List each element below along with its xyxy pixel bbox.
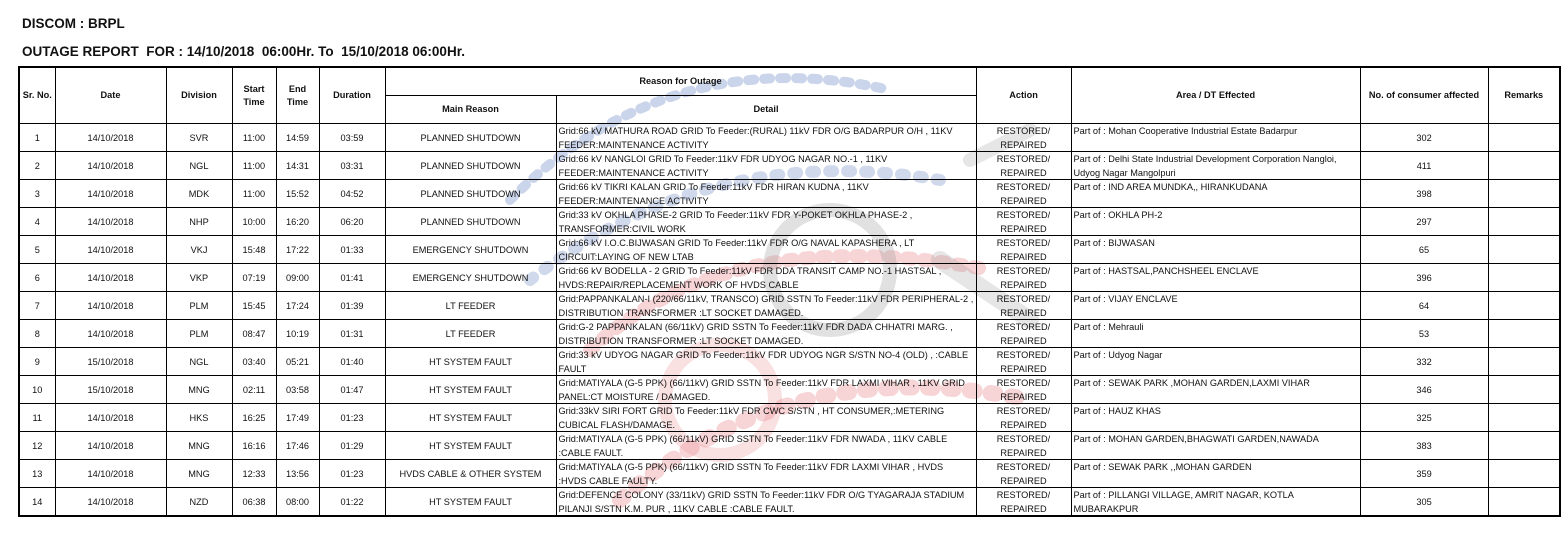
cell-start-time: 15:48 (232, 236, 276, 264)
table-row (19, 404, 1560, 432)
cell-remarks (1488, 404, 1560, 432)
cell-area-text: Part of : Mehrauli (1073, 322, 1144, 332)
cell-duration: 01:40 (319, 348, 385, 376)
cell-action (976, 292, 1071, 320)
cell-sr-no: 3 (19, 180, 55, 208)
cell-remarks (1488, 376, 1560, 404)
cell-sr-no: 1 (19, 124, 55, 152)
cell-area (1071, 320, 1360, 348)
cell-detail (556, 208, 976, 236)
header-date: Date (55, 67, 166, 124)
cell-action (976, 208, 1071, 236)
cell-end-time: 17:24 (276, 292, 319, 320)
cell-duration: 01:23 (319, 404, 385, 432)
cell-sr-no: 13 (19, 460, 55, 488)
cell-area-text: Part of : HAUZ KHAS (1073, 406, 1161, 416)
header-main-reason: Main Reason (385, 96, 556, 124)
cell-end-time: 14:59 (276, 124, 319, 152)
cell-area (1071, 124, 1360, 152)
cell-area (1071, 208, 1360, 236)
cell-date: 14/10/2018 (55, 292, 166, 320)
cell-sr-no: 2 (19, 152, 55, 180)
cell-duration: 01:31 (319, 320, 385, 348)
cell-start-time: 11:00 (232, 180, 276, 208)
cell-detail (556, 264, 976, 292)
cell-main-reason: LT FEEDER (385, 320, 556, 348)
cell-area (1071, 152, 1360, 180)
cell-start-time: 12:33 (232, 460, 276, 488)
cell-date: 14/10/2018 (55, 460, 166, 488)
cell-area-text: Part of : SEWAK PARK ,,MOHAN GARDEN (1073, 462, 1252, 472)
cell-date: 15/10/2018 (55, 376, 166, 404)
header-sr-no: Sr. No. (19, 67, 55, 124)
cell-detail-text: Grid:33 kV UDYOG NAGAR GRID To Feeder:11kV FDR UDYOG NGR S/STN NO-4 (OLD) , :CABLE FAULT (558, 350, 969, 374)
cell-detail (556, 376, 976, 404)
cell-end-time: 14:31 (276, 152, 319, 180)
cell-division: NGL (166, 152, 232, 180)
cell-end-time: 05:21 (276, 348, 319, 376)
cell-sr-no: 9 (19, 348, 55, 376)
cell-end-time: 10:19 (276, 320, 319, 348)
cell-detail (556, 180, 976, 208)
cell-area (1071, 460, 1360, 488)
cell-sr-no: 11 (19, 404, 55, 432)
cell-detail-text: Grid:66 kV I.O.C.BIJWASAN GRID To Feeder:11kV FDR O/G NAVAL KAPASHERA , LT CIRCUIT:LAYING OF NEW LTAB (558, 238, 915, 262)
cell-remarks (1488, 432, 1560, 460)
cell-area-text: Part of : SEWAK PARK ,MOHAN GARDEN,LAXMI VIHAR (1073, 378, 1310, 388)
cell-end-time: 15:52 (276, 180, 319, 208)
cell-start-time: 08:47 (232, 320, 276, 348)
cell-date: 14/10/2018 (55, 264, 166, 292)
cell-sr-no: 6 (19, 264, 55, 292)
cell-action-text: RESTORED/ REPAIRED (996, 462, 1051, 486)
cell-action-text: RESTORED/ REPAIRED (996, 434, 1051, 458)
cell-area (1071, 292, 1360, 320)
table-row (19, 124, 1560, 152)
cell-remarks (1488, 264, 1560, 292)
cell-consumers: 383 (1360, 432, 1488, 460)
cell-detail-text: Grid:G-2 PAPPANKALAN (66/11kV) GRID SSTN To Feeder:11kV FDR DADA CHHATRI MARG. , DISTRIBUTION TRANSFORMER :LT SOCKET DAMAGED. (558, 322, 953, 346)
cell-start-time: 02:11 (232, 376, 276, 404)
cell-main-reason: PLANNED SHUTDOWN (385, 124, 556, 152)
cell-detail (556, 432, 976, 460)
cell-start-time: 03:40 (232, 348, 276, 376)
table-row (19, 152, 1560, 180)
cell-duration: 01:22 (319, 488, 385, 517)
cell-area (1071, 376, 1360, 404)
cell-detail (556, 124, 976, 152)
cell-duration: 03:31 (319, 152, 385, 180)
cell-division: VKP (166, 264, 232, 292)
table-row (19, 460, 1560, 488)
cell-consumers: 398 (1360, 180, 1488, 208)
cell-action (976, 376, 1071, 404)
header-detail: Detail (556, 96, 976, 124)
cell-start-time: 06:38 (232, 488, 276, 517)
cell-date: 14/10/2018 (55, 124, 166, 152)
cell-area-text: Part of : HASTSAL,PANCHSHEEL ENCLAVE (1073, 266, 1259, 276)
cell-start-time: 11:00 (232, 152, 276, 180)
cell-action (976, 320, 1071, 348)
cell-consumers: 325 (1360, 404, 1488, 432)
cell-date: 14/10/2018 (55, 320, 166, 348)
cell-action-text: RESTORED/ REPAIRED (996, 154, 1051, 178)
header-duration: Duration (319, 67, 385, 124)
cell-division: VKJ (166, 236, 232, 264)
header-remarks: Remarks (1488, 67, 1560, 124)
cell-duration: 01:39 (319, 292, 385, 320)
cell-division: SVR (166, 124, 232, 152)
cell-detail (556, 348, 976, 376)
table-row (19, 320, 1560, 348)
cell-area-text: Part of : BIJWASAN (1073, 238, 1155, 248)
cell-detail (556, 292, 976, 320)
cell-date: 14/10/2018 (55, 236, 166, 264)
table-row (19, 292, 1560, 320)
table-row (19, 376, 1560, 404)
cell-area-text: Part of : VIJAY ENCLAVE (1073, 294, 1178, 304)
cell-duration: 01:47 (319, 376, 385, 404)
cell-action (976, 124, 1071, 152)
cell-sr-no: 14 (19, 488, 55, 517)
cell-date: 14/10/2018 (55, 180, 166, 208)
header-action: Action (976, 67, 1071, 124)
cell-action-text: RESTORED/ REPAIRED (996, 490, 1051, 514)
cell-area-text: Part of : IND AREA MUNDKA,, HIRANKUDANA (1073, 182, 1268, 192)
cell-consumers: 64 (1360, 292, 1488, 320)
cell-main-reason: HT SYSTEM FAULT (385, 488, 556, 517)
cell-action (976, 180, 1071, 208)
header-reason-group: Reason for Outage (385, 67, 976, 96)
cell-action-text: RESTORED/ REPAIRED (996, 294, 1051, 318)
cell-main-reason: PLANNED SHUTDOWN (385, 180, 556, 208)
cell-area-text: Part of : MOHAN GARDEN,BHAGWATI GARDEN,NAWADA (1073, 434, 1319, 444)
cell-detail (556, 460, 976, 488)
cell-sr-no: 8 (19, 320, 55, 348)
cell-start-time: 16:16 (232, 432, 276, 460)
cell-main-reason: HT SYSTEM FAULT (385, 376, 556, 404)
cell-consumers: 305 (1360, 488, 1488, 517)
cell-division: PLM (166, 320, 232, 348)
cell-main-reason: EMERGENCY SHUTDOWN (385, 264, 556, 292)
cell-action-text: RESTORED/ REPAIRED (996, 238, 1051, 262)
cell-action (976, 432, 1071, 460)
cell-area (1071, 236, 1360, 264)
cell-date: 14/10/2018 (55, 488, 166, 517)
table-row (19, 348, 1560, 376)
cell-area-text: Part of : OKHLA PH-2 (1073, 210, 1163, 220)
cell-detail (556, 152, 976, 180)
cell-action (976, 264, 1071, 292)
cell-detail (556, 404, 976, 432)
cell-end-time: 16:20 (276, 208, 319, 236)
cell-sr-no: 12 (19, 432, 55, 460)
cell-area-text: Part of : Udyog Nagar (1073, 350, 1163, 360)
cell-consumers: 65 (1360, 236, 1488, 264)
cell-end-time: 13:56 (276, 460, 319, 488)
cell-remarks (1488, 348, 1560, 376)
discom-label: DISCOM : BRPL (22, 16, 125, 31)
cell-main-reason: HVDS CABLE & OTHER SYSTEM (385, 460, 556, 488)
cell-start-time: 11:00 (232, 124, 276, 152)
table-row (19, 264, 1560, 292)
cell-duration: 01:29 (319, 432, 385, 460)
cell-detail-text: Grid:66 kV BODELLA - 2 GRID To Feeder:11kV FDR DDA TRANSIT CAMP NO.-1 HASTSAL , HVDS:REPAIR/REPLACEMENT WORK OF HVDS CABLE (558, 266, 942, 290)
cell-remarks (1488, 460, 1560, 488)
header-start-time: Start Time (232, 67, 276, 124)
cell-action (976, 404, 1071, 432)
cell-date: 14/10/2018 (55, 152, 166, 180)
cell-start-time: 15:45 (232, 292, 276, 320)
cell-action-text: RESTORED/ REPAIRED (996, 126, 1051, 150)
cell-remarks (1488, 152, 1560, 180)
outage-report-table (18, 66, 1561, 517)
header-division: Division (166, 67, 232, 124)
cell-sr-no: 7 (19, 292, 55, 320)
cell-consumers: 332 (1360, 348, 1488, 376)
cell-consumers: 53 (1360, 320, 1488, 348)
cell-detail-text: Grid:66 kV NANGLOI GRID To Feeder:11kV FDR UDYOG NAGAR NO.-1 , 11KV FEEDER:MAINTENANCE ACTIVITY (558, 154, 888, 178)
cell-division: MNG (166, 376, 232, 404)
cell-detail-text: Grid:DEFENCE COLONY (33/11kV) GRID SSTN To Feeder:11kV FDR O/G TYAGARAJA STADIUM PILANJI S/STN K.M. PUR , 11KV CABLE :CABLE FAULT. (558, 490, 965, 514)
cell-end-time: 17:22 (276, 236, 319, 264)
header-consumers: No. of consumer affected (1360, 67, 1488, 124)
cell-detail-text: Grid:66 kV MATHURA ROAD GRID To Feeder:(RURAL) 11kV FDR O/G BADARPUR O/H , 11KV FEEDER:MAINTENANCE ACTIVITY (558, 126, 953, 150)
cell-detail-text: Grid:33kV SIRI FORT GRID To Feeder:11kV FDR CWC S/STN , HT CONSUMER,:METERING CUBICAL FLASH/DAMAGE. (558, 406, 945, 430)
cell-action (976, 152, 1071, 180)
cell-action-text: RESTORED/ REPAIRED (996, 322, 1051, 346)
cell-detail (556, 320, 976, 348)
cell-main-reason: LT FEEDER (385, 292, 556, 320)
cell-duration: 04:52 (319, 180, 385, 208)
cell-division: MDK (166, 180, 232, 208)
header-end-time: End Time (276, 67, 319, 124)
cell-main-reason: HT SYSTEM FAULT (385, 432, 556, 460)
cell-area (1071, 264, 1360, 292)
cell-duration: 03:59 (319, 124, 385, 152)
cell-main-reason: HT SYSTEM FAULT (385, 404, 556, 432)
table-row (19, 208, 1560, 236)
cell-detail-text: Grid:66 kV TIKRI KALAN GRID To Feeder:11kV FDR HIRAN KUDNA , 11KV FEEDER:MAINTENANCE ACTIVITY (558, 182, 869, 206)
cell-detail (556, 236, 976, 264)
cell-area (1071, 404, 1360, 432)
table-row (19, 236, 1560, 264)
cell-main-reason: EMERGENCY SHUTDOWN (385, 236, 556, 264)
cell-action-text: RESTORED/ REPAIRED (996, 182, 1051, 206)
cell-date: 14/10/2018 (55, 432, 166, 460)
cell-action-text: RESTORED/ REPAIRED (996, 406, 1051, 430)
cell-consumers: 297 (1360, 208, 1488, 236)
cell-action (976, 488, 1071, 517)
cell-area (1071, 180, 1360, 208)
cell-consumers: 346 (1360, 376, 1488, 404)
cell-area (1071, 348, 1360, 376)
cell-detail-text: Grid:PAPPANKALAN-I (220/66/11kV, TRANSCO) GRID SSTN To Feeder:11kV FDR PERIPHERAL-2 , DISTRIBUTION TRANSFORMER :LT SOCKET DAMAGED. (558, 294, 974, 318)
report-title: OUTAGE REPORT FOR : 14/10/2018 06:00Hr. To 15/10/2018 06:00Hr. (22, 44, 465, 59)
cell-remarks (1488, 320, 1560, 348)
cell-consumers: 411 (1360, 152, 1488, 180)
cell-date: 15/10/2018 (55, 348, 166, 376)
cell-end-time: 09:00 (276, 264, 319, 292)
cell-division: HKS (166, 404, 232, 432)
cell-end-time: 17:46 (276, 432, 319, 460)
cell-action (976, 236, 1071, 264)
cell-duration: 01:33 (319, 236, 385, 264)
cell-action-text: RESTORED/ REPAIRED (996, 266, 1051, 290)
cell-remarks (1488, 292, 1560, 320)
cell-end-time: 08:00 (276, 488, 319, 517)
cell-detail-text: Grid:33 kV OKHLA PHASE-2 GRID To Feeder:11kV FDR Y-POKET OKHLA PHASE-2 , TRANSFORMER:CIVIL WORK (558, 210, 913, 234)
cell-action-text: RESTORED/ REPAIRED (996, 350, 1051, 374)
cell-start-time: 07:19 (232, 264, 276, 292)
report-body (19, 124, 1560, 517)
cell-main-reason: PLANNED SHUTDOWN (385, 208, 556, 236)
cell-main-reason: HT SYSTEM FAULT (385, 348, 556, 376)
cell-sr-no: 4 (19, 208, 55, 236)
cell-area-text: Part of : PILLANGI VILLAGE, AMRIT NAGAR, KOTLA MUBARAKPUR (1073, 490, 1294, 514)
cell-sr-no: 10 (19, 376, 55, 404)
cell-detail-text: Grid:MATIYALA (G-5 PPK) (66/11kV) GRID SSTN To Feeder:11kV FDR LAXMI VIHAR , HVDS :HVDS CABLE FAULTY. (558, 462, 944, 486)
cell-duration: 01:41 (319, 264, 385, 292)
table-row (19, 488, 1560, 517)
cell-division: MNG (166, 432, 232, 460)
cell-start-time: 10:00 (232, 208, 276, 236)
cell-duration: 06:20 (319, 208, 385, 236)
cell-remarks (1488, 208, 1560, 236)
cell-duration: 01:23 (319, 460, 385, 488)
cell-action (976, 460, 1071, 488)
cell-area-text: Part of : Delhi State Industrial Development Corporation Nangloi, Udyog Nagar Mangolpuri (1073, 154, 1337, 178)
cell-consumers: 359 (1360, 460, 1488, 488)
cell-remarks (1488, 488, 1560, 517)
cell-division: NZD (166, 488, 232, 517)
cell-remarks (1488, 180, 1560, 208)
header-area: Area / DT Effected (1071, 67, 1360, 124)
cell-area (1071, 432, 1360, 460)
cell-detail-text: Grid:MATIYALA (G-5 PPK) (66/11kV) GRID SSTN To Feeder:11kV FDR LAXMI VIHAR , 11KV GRID PANEL:CT MOISTURE / DAMAGED. (558, 378, 965, 402)
cell-remarks (1488, 124, 1560, 152)
cell-area (1071, 488, 1360, 517)
cell-division: MNG (166, 460, 232, 488)
table-row (19, 432, 1560, 460)
cell-area-text: Part of : Mohan Cooperative Industrial Estate Badarpur (1073, 126, 1298, 136)
cell-end-time: 03:58 (276, 376, 319, 404)
cell-detail (556, 488, 976, 517)
cell-consumers: 396 (1360, 264, 1488, 292)
cell-division: NHP (166, 208, 232, 236)
cell-sr-no: 5 (19, 236, 55, 264)
cell-action-text: RESTORED/ REPAIRED (996, 210, 1051, 234)
cell-division: PLM (166, 292, 232, 320)
cell-action (976, 348, 1071, 376)
cell-date: 14/10/2018 (55, 208, 166, 236)
table-row (19, 180, 1560, 208)
cell-division: NGL (166, 348, 232, 376)
cell-end-time: 17:49 (276, 404, 319, 432)
cell-main-reason: PLANNED SHUTDOWN (385, 152, 556, 180)
cell-start-time: 16:25 (232, 404, 276, 432)
cell-date: 14/10/2018 (55, 404, 166, 432)
cell-consumers: 302 (1360, 124, 1488, 152)
cell-detail-text: Grid:MATIYALA (G-5 PPK) (66/11kV) GRID SSTN To Feeder:11kV FDR NWADA , 11KV CABLE :CABLE FAULT. (558, 434, 948, 458)
cell-action-text: RESTORED/ REPAIRED (996, 378, 1051, 402)
cell-remarks (1488, 236, 1560, 264)
